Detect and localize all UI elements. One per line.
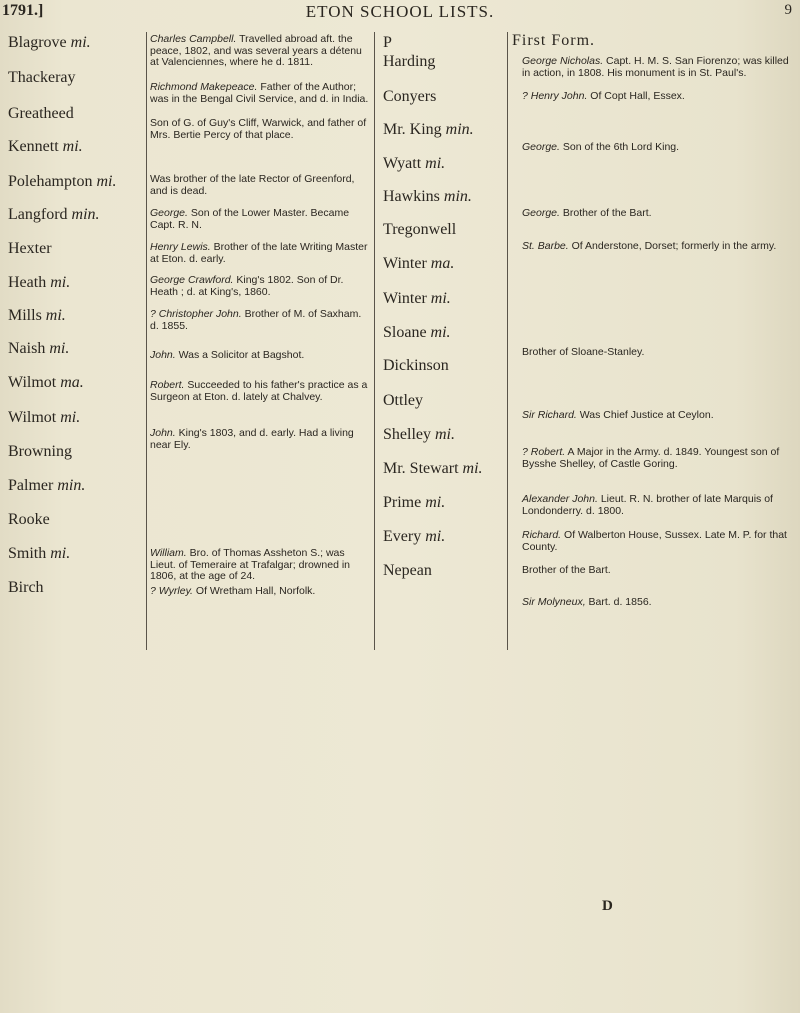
name-entry: Prime mi. <box>383 494 446 511</box>
printer-signature-mark: D <box>602 898 613 914</box>
name-entry: Browning <box>8 443 72 460</box>
name-entry: Heath mi. <box>8 274 71 291</box>
biography-note: ? Robert. A Major in the Army. d. 1849. Youngest son of Bysshe Shelley, of Castle Goring. <box>522 446 780 470</box>
name-entry: Winter mi. <box>383 290 451 307</box>
name-entry: Wilmot mi. <box>8 409 81 426</box>
name-entry: Every mi. <box>383 528 446 545</box>
biography-note: Sir Molyneux, Bart. d. 1856. <box>522 596 652 608</box>
biography-note: Brother of Sloane-Stanley. <box>522 346 645 358</box>
column-rule-2 <box>374 32 375 650</box>
biography-note: John. King's 1803, and d. early. Had a living near Ely. <box>150 427 354 451</box>
name-entry: Mills mi. <box>8 307 66 324</box>
name-entry: Birch <box>8 579 44 596</box>
biography-note: William. Bro. of Thomas Assheton S.; was Lieut. of Temeraire at Trafalgar; drowned in 1806, at the age of 24. <box>150 547 350 582</box>
biography-note: John. Was a Solicitor at Bagshot. <box>150 349 305 361</box>
biography-note: Son of G. of Guy's Cliff, Warwick, and father of Mrs. Bertie Percy of that place. <box>150 117 367 141</box>
biography-note: Charles Campbell. Travelled abroad aft. the peace, 1802, and was several years a détenu at Valenciennes, where he d. 1811. <box>150 33 362 68</box>
biography-note: George. Brother of the Bart. <box>522 207 652 219</box>
name-entry: Conyers <box>383 88 437 105</box>
name-entry: Blagrove mi. <box>8 34 91 51</box>
biography-note: ? Henry John. Of Copt Hall, Essex. <box>522 90 685 102</box>
name-entry: Greatheed <box>8 105 74 122</box>
name-entry: Mr. Stewart mi. <box>383 460 483 477</box>
biography-note: George Crawford. King's 1802. Son of Dr. Heath ; d. at King's, 1860. <box>150 274 344 298</box>
name-entry: Harding <box>383 53 436 70</box>
header-year: 1791.] <box>2 2 44 19</box>
name-entry: Hawkins min. <box>383 188 472 205</box>
name-entry: Naish mi. <box>8 340 70 357</box>
name-entry: Shelley mi. <box>383 426 455 443</box>
name-entry: Wyatt mi. <box>383 155 446 172</box>
biography-note: George. Son of the Lower Master. Became Capt. R. N. <box>150 207 350 231</box>
page-header <box>0 2 800 22</box>
name-entry: Palmer min. <box>8 477 86 494</box>
name-entry: Smith mi. <box>8 545 71 562</box>
name-entry: P <box>383 34 392 51</box>
page-number: 9 <box>784 2 792 18</box>
biography-note: Brother of the Bart. <box>522 564 611 576</box>
name-entry: Langford min. <box>8 206 100 223</box>
name-entry: Hexter <box>8 240 52 257</box>
name-entry: Ottley <box>383 392 423 409</box>
name-entry: Wilmot ma. <box>8 374 84 391</box>
name-entry: Tregonwell <box>383 221 457 238</box>
biography-note: Robert. Succeeded to his father's practice as a Surgeon at Eton. d. lately at Chalvey. <box>150 379 368 403</box>
name-entry: Sloane mi. <box>383 324 451 341</box>
biography-note: George. Son of the 6th Lord King. <box>522 141 680 153</box>
biography-note: ? Christopher John. Brother of M. of Saxham. d. 1855. <box>150 308 362 332</box>
name-entry: Thackeray <box>8 69 76 86</box>
biography-note: Was brother of the late Rector of Greenford, and is dead. <box>150 173 355 197</box>
biography-note: Henry Lewis. Brother of the late Writing Master at Eton. d. early. <box>150 241 368 265</box>
biography-note: Sir Richard. Was Chief Justice at Ceylon. <box>522 409 714 421</box>
biography-note: St. Barbe. Of Anderstone, Dorset; formerly in the army. <box>522 240 777 252</box>
name-entry: Dickinson <box>383 357 449 374</box>
name-entry: Rooke <box>8 511 50 528</box>
name-entry: Nepean <box>383 562 432 579</box>
name-entry: Polehampton mi. <box>8 173 117 190</box>
name-entry: Mr. King min. <box>383 121 474 138</box>
name-entry: Winter ma. <box>383 255 455 272</box>
biography-note: ? Wyrley. Of Wretham Hall, Norfolk. <box>150 585 316 597</box>
name-entry: Kennett mi. <box>8 138 83 155</box>
column-rule-3 <box>507 32 508 650</box>
biography-note: Richard. Of Walberton House, Sussex. Late M. P. for that County. <box>522 529 787 553</box>
column-rule-1 <box>146 32 147 650</box>
biography-note: Richmond Makepeace. Father of the Author; was in the Bengal Civil Service, and d. in India. <box>150 81 369 105</box>
biography-note: George Nicholas. Capt. H. M. S. San Fiorenzo; was killed in action, in 1808. His monument is in St. Paul's. <box>522 55 789 79</box>
header-title: ETON SCHOOL LISTS. <box>305 2 495 21</box>
biography-note: Alexander John. Lieut. R. N. brother of late Marquis of Londonderry. d. 1800. <box>522 493 773 517</box>
section-heading: First Form. <box>512 32 596 49</box>
